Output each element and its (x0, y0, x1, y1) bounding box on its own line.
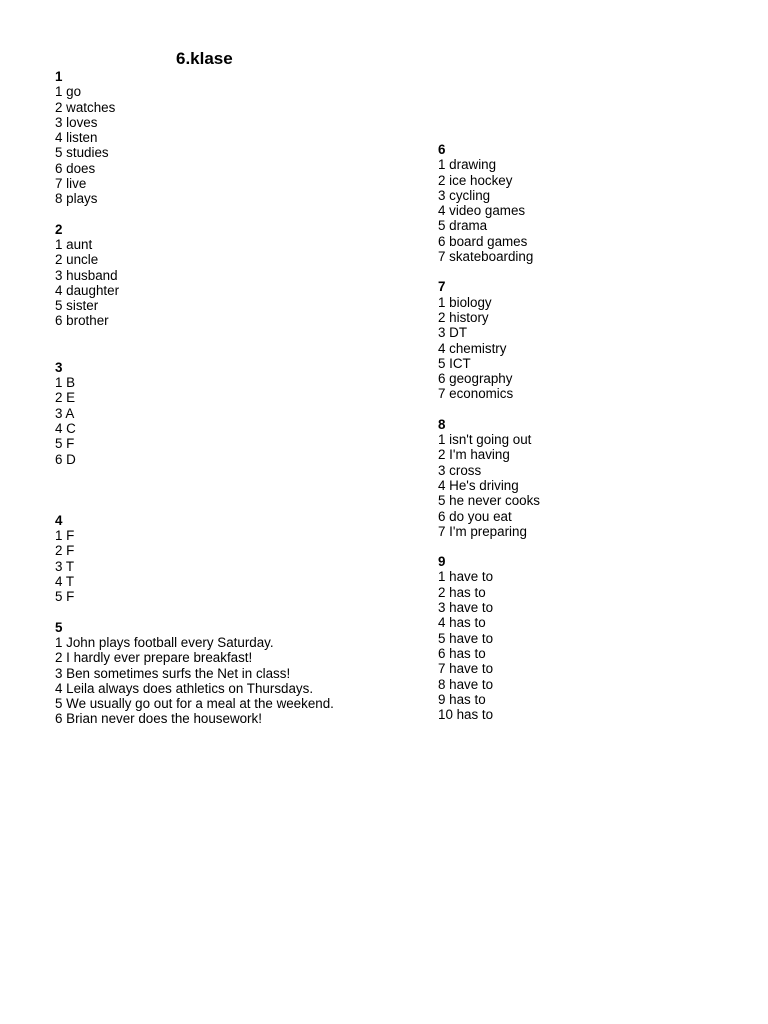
right-column (438, 142, 540, 722)
exercise-9 (438, 554, 540, 722)
answer-item: 4 He's driving (438, 477, 519, 493)
answer-item: 5 We usually go out for a meal at the weekend. (55, 696, 334, 712)
answer-item: 6 has to (438, 645, 486, 661)
answer-item: 7 skateboarding (438, 249, 534, 265)
answer-item: 1 drawing (438, 157, 497, 173)
answer-item: 5 sister (55, 298, 99, 314)
answer-item: 5 ICT (438, 355, 471, 371)
answer-item: 7 economics (438, 386, 514, 402)
answer-item: 1 go (55, 84, 82, 100)
answer-item: 6 brother (55, 313, 109, 329)
answer-item: 3 Ben sometimes surfs the Net in class! (55, 665, 291, 681)
answer-item: 5 studies (55, 145, 109, 161)
answer-item: 4 chemistry (438, 340, 507, 356)
exercise-heading: 5 (55, 619, 63, 635)
answer-item: 7 I'm preparing (438, 523, 527, 539)
answer-item: 5 F (55, 589, 75, 605)
answer-item: 1 isn't going out (438, 432, 532, 448)
exercise-1 (55, 69, 334, 207)
answer-item: 3 husband (55, 267, 118, 283)
answer-item: 6 board games (438, 233, 528, 249)
answer-list (55, 84, 334, 206)
answer-item: 6 geography (438, 371, 513, 387)
answer-item: 6 do you eat (438, 508, 512, 524)
answer-item: 1 have to (438, 569, 494, 585)
exercise-heading: 9 (438, 554, 446, 570)
answer-list (438, 432, 540, 539)
answer-item: 3 cycling (438, 187, 491, 203)
exercise-heading: 3 (55, 359, 63, 375)
answer-list (438, 569, 540, 722)
answer-item: 5 have to (438, 630, 494, 646)
answer-item: 8 have to (438, 676, 494, 692)
exercise-5 (55, 620, 334, 727)
answer-item: 6 D (55, 451, 76, 467)
answer-item: 4 listen (55, 130, 98, 146)
exercise-7 (438, 279, 540, 401)
answer-item: 2 uncle (55, 252, 99, 268)
answer-item: 1 aunt (55, 236, 93, 252)
answer-item: 2 watches (55, 99, 116, 115)
answer-item: 8 plays (55, 191, 98, 207)
answer-item: 5 drama (438, 218, 488, 234)
answer-item: 4 T (55, 574, 75, 590)
answer-item: 1 B (55, 375, 76, 391)
answer-item: 4 daughter (55, 282, 120, 298)
answer-item: 5 F (55, 436, 75, 452)
exercise-heading: 4 (55, 512, 63, 528)
answer-item: 2 I'm having (438, 447, 510, 463)
exercise-heading: 6 (438, 142, 446, 157)
page-title: 6.klase (176, 49, 233, 68)
answer-item: 4 video games (438, 203, 526, 219)
answer-list (55, 375, 334, 467)
answer-item: 4 has to (438, 615, 486, 631)
answer-item: 4 Leila always does athletics on Thursdays. (55, 680, 314, 696)
exercise-heading: 2 (55, 221, 63, 237)
answer-item: 2 E (55, 390, 76, 406)
exercise-6 (438, 142, 540, 264)
answer-item: 5 he never cooks (438, 493, 540, 509)
answer-item: 2 has to (438, 584, 486, 600)
answer-item: 1 F (55, 528, 75, 544)
answer-item: 2 F (55, 543, 75, 559)
answer-item: 3 A (55, 405, 75, 421)
answer-item: 4 C (55, 420, 76, 436)
exercise-4 (55, 513, 334, 605)
left-column (55, 69, 334, 727)
answer-item: 3 loves (55, 114, 98, 130)
answer-item: 6 does (55, 160, 96, 176)
exercise-2 (55, 222, 334, 329)
exercise-heading: 8 (438, 416, 446, 432)
exercise-8 (438, 417, 540, 539)
answer-list (438, 295, 540, 402)
answer-item: 6 Brian never does the housework! (55, 711, 262, 727)
answer-item: 1 John plays football every Saturday. (55, 634, 274, 650)
exercise-heading: 1 (55, 69, 63, 84)
exercise-3 (55, 360, 334, 467)
answer-item: 9 has to (438, 691, 486, 707)
answer-list (55, 528, 334, 604)
answer-list (438, 157, 540, 264)
answer-list (55, 635, 334, 727)
answer-item: 7 live (55, 176, 87, 192)
answer-item: 3 cross (438, 462, 482, 478)
answer-item: 3 have to (438, 600, 494, 616)
answer-item: 7 have to (438, 661, 494, 677)
answer-item: 2 I hardly ever prepare breakfast! (55, 650, 253, 666)
answer-item: 3 T (55, 558, 75, 574)
answer-item: 2 ice hockey (438, 172, 513, 188)
answer-item: 2 history (438, 309, 489, 325)
answer-list (55, 237, 334, 329)
answer-item: 1 biology (438, 294, 492, 310)
exercise-heading: 7 (438, 279, 446, 295)
answer-item: 3 DT (438, 325, 468, 341)
answer-item: 10 has to (438, 707, 494, 723)
